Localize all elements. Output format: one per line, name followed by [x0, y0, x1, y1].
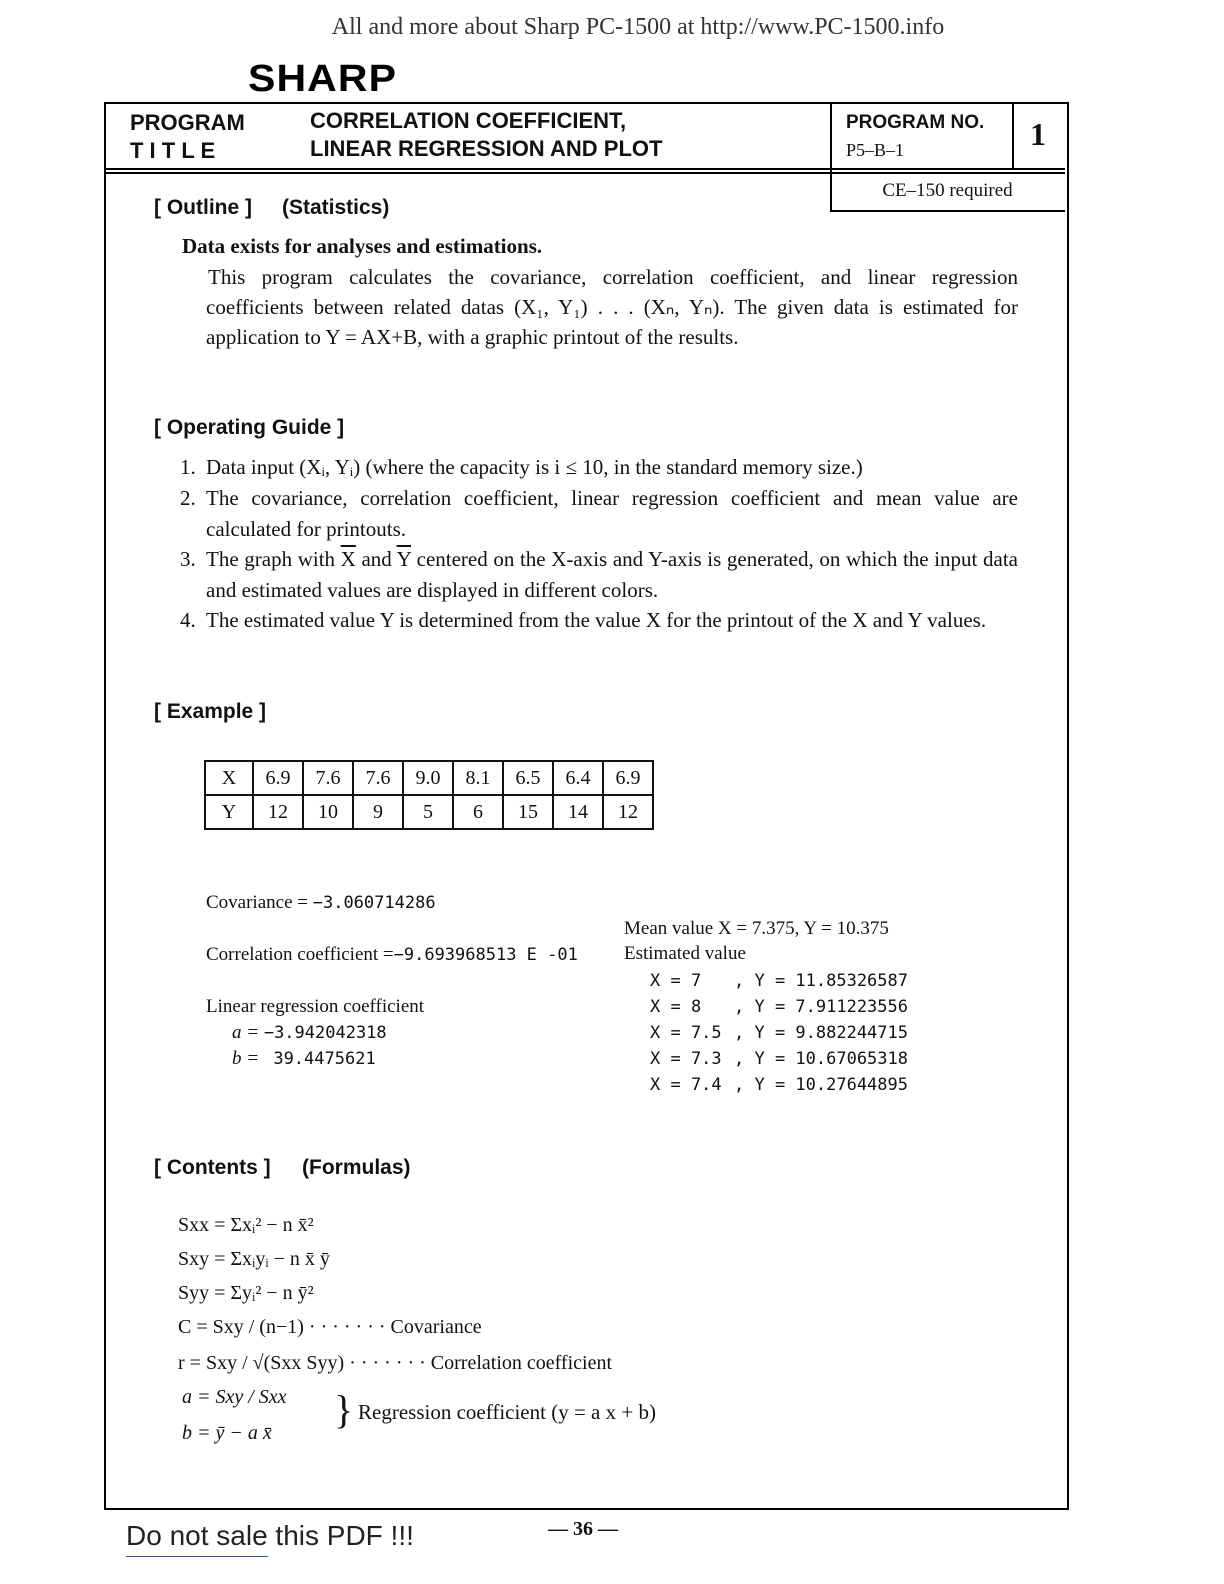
outline-lead: Data exists for analyses and estimations. [182, 234, 543, 258]
y-cell: 14 [553, 795, 603, 829]
program-label: PROGRAM [130, 110, 245, 135]
table-row [205, 761, 653, 795]
correlation-formula: r = Sxy / √(Sxx Syy) · · · · · · · Correlation coefficient [178, 1352, 613, 1374]
y-cell: 10 [303, 795, 353, 829]
x-cell: 6.9 [603, 761, 653, 795]
contents-heading: [ Contents ] [154, 1156, 271, 1179]
guide-step-num: 4. [180, 608, 196, 632]
y-cell: 5 [403, 795, 453, 829]
guide-step-num: 3. [180, 547, 196, 571]
guide-step-4: The estimated value Y is determined from the value X for the printout of the X and Y values. [206, 608, 987, 632]
x-cell: 6.9 [253, 761, 303, 795]
title-line-2: LINEAR REGRESSION AND PLOT [310, 136, 663, 161]
sharp-logo: SHARP [248, 58, 398, 100]
example-table [204, 760, 654, 830]
guide-step-3: The graph with $\overline{X}$ and $\overline{Y}$ centered on the X-axis and Y-axis is generated, on which the input data and estimated values are displayed in different colors. [206, 547, 1018, 602]
header-rule [106, 172, 1065, 174]
a-coefficient: a = −3.942042318 [232, 1022, 387, 1043]
requirement-note: CE–150 required [882, 180, 1013, 201]
estimate-row: X = 7 , Y = 11.85326587 [650, 971, 908, 991]
estimate-row: X = 7.5 , Y = 9.882244715 [650, 1023, 908, 1043]
mean-value: Mean value X = 7.375, Y = 10.375 [624, 918, 889, 939]
x-cell: 9.0 [403, 761, 453, 795]
covariance-formula: C = Sxy / (n−1) · · · · · · · Covariance [178, 1316, 482, 1338]
example-heading: [ Example ] [154, 700, 267, 723]
requirement-rule [830, 210, 1065, 212]
title-line-1: CORRELATION COEFFICIENT, [310, 108, 627, 133]
regression-label: Linear regression coefficient [206, 996, 425, 1017]
estimate-row: X = 7.3 , Y = 10.67065318 [650, 1049, 908, 1069]
footer-underline [126, 1556, 268, 1557]
y-cell: 9 [353, 795, 403, 829]
x-cell: 7.6 [303, 761, 353, 795]
program-no-label: PROGRAM NO. [846, 112, 985, 133]
program-no: P5–B–1 [846, 140, 905, 160]
page-index: 1 [1030, 116, 1046, 152]
contents-subheading: (Formulas) [302, 1156, 411, 1179]
y-cell: 15 [503, 795, 553, 829]
syy-formula: Syy = Σyᵢ² − n ȳ² [178, 1282, 314, 1304]
guide-step-num: 1. [180, 455, 196, 479]
title-label: T I T L E [130, 138, 216, 163]
x-cell: 8.1 [453, 761, 503, 795]
covariance-result: Covariance = −3.060714286 [206, 892, 436, 913]
site-banner: All and more about Sharp PC-1500 at http://www.PC-1500.info [331, 14, 945, 40]
x-cell: 7.6 [353, 761, 403, 795]
brace-icon: } [334, 1387, 354, 1432]
a-formula: a = Sxy / Sxx [182, 1386, 287, 1408]
sxy-formula: Sxy = Σxᵢyᵢ − n x̄ ȳ [178, 1248, 330, 1270]
page-number: — 36 — [548, 1518, 618, 1540]
y-cell: 6 [453, 795, 503, 829]
guide-step-num: 2. [180, 486, 196, 510]
guide-heading: [ Operating Guide ] [154, 416, 345, 439]
x-cell: 6.5 [503, 761, 553, 795]
y-cell: 12 [603, 795, 653, 829]
guide-step-1: Data input (Xᵢ, Yᵢ) (where the capacity is i ≤ 10, in the standard memory size.) [206, 455, 863, 479]
estimate-row: X = 8 , Y = 7.911223556 [650, 997, 908, 1017]
y-header: Y [205, 795, 253, 829]
footer-note: Do not sale this PDF !!! [126, 1520, 414, 1551]
x-bar: $\overline{X}$ [340, 547, 356, 571]
estimated-label: Estimated value [624, 943, 746, 964]
estimate-row: X = 7.4 , Y = 10.27644895 [650, 1075, 908, 1095]
x-header: X [205, 761, 253, 795]
correlation-result: Correlation coefficient =−9.693968513 E -01 [206, 944, 578, 965]
regression-desc: Regression coefficient (y = a x + b) [358, 1400, 656, 1424]
x-cell: 6.4 [553, 761, 603, 795]
y-bar: $\overline{Y}$ [396, 547, 411, 571]
header-divider-2 [1012, 104, 1014, 168]
outline-subheading: (Statistics) [282, 196, 390, 219]
table-row [205, 795, 653, 829]
b-formula: b = ȳ − a x̄ [182, 1422, 272, 1444]
guide-step-2: The covariance, correlation coefficient, linear regression coefficient and mean value are calculated for printouts. [206, 486, 1018, 541]
b-coefficient: b = 39.4475621 [232, 1048, 376, 1069]
outline-body: This program calculates the covariance, correlation coefficient, and linear regression coefficients between related datas (X₁, Y₁) . . . (Xₙ, Yₙ). The given data is estimated for application to Y = AX+B, with a graphic printout of the results. [206, 265, 1018, 349]
outline-heading: [ Outline ] [154, 196, 252, 219]
correlation-desc: Correlation coefficient [430, 1352, 613, 1374]
y-cell: 12 [253, 795, 303, 829]
sxx-formula: Sxx = Σxᵢ² − n x̄² [178, 1214, 314, 1236]
covariance-desc: Covariance [390, 1316, 482, 1338]
